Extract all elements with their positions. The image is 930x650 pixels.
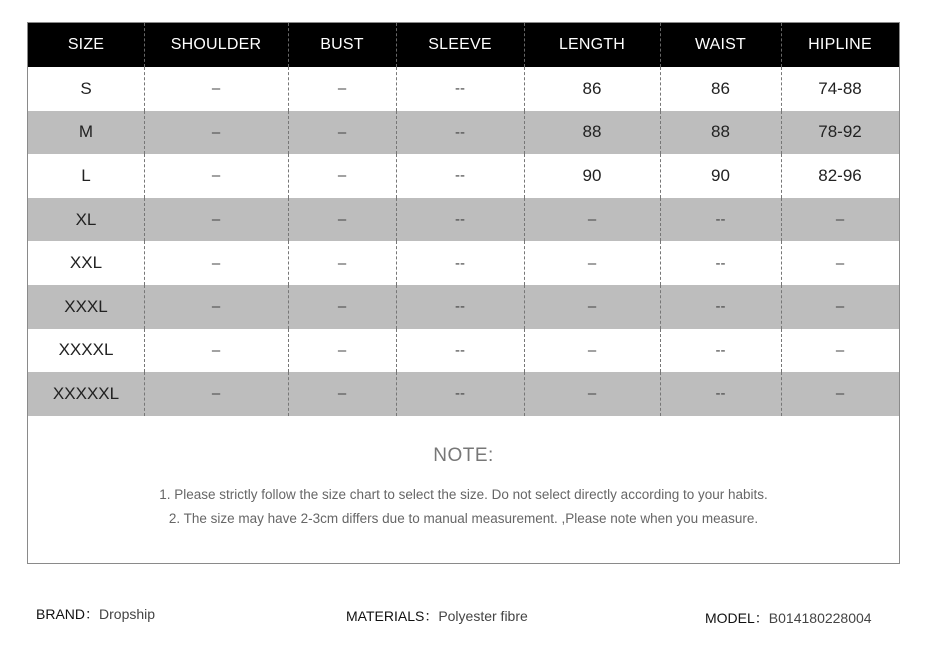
table-cell: – [144,111,288,155]
table-cell: – [288,285,396,329]
table-cell: -- [660,285,781,329]
table-cell: 88 [660,111,781,155]
note-section [28,418,899,565]
header-waist: WAIST [660,23,781,67]
model-value: B014180228004 [768,610,872,626]
brand-info [36,604,155,624]
table-cell: – [781,372,899,416]
table-cell: 74-88 [781,67,899,111]
note-title: NOTE: [433,445,494,466]
table-cell: – [288,329,396,373]
table-cell: – [144,154,288,198]
table-row [28,372,899,416]
table-cell: -- [396,285,524,329]
table-row [28,241,899,285]
table-cell: – [144,67,288,111]
table-cell: S [80,78,92,98]
note-line-1: 1. Please strictly follow the size chart to select the size. Do not select directly according to your habits. [159,487,768,502]
table-cell: 86 [524,67,660,111]
table-cell: XXXXL [58,340,114,360]
table-cell: -- [396,154,524,198]
table-cell: 90 [660,154,781,198]
table-cell: – [781,241,899,285]
table-cell: -- [396,329,524,373]
table-cell: -- [660,329,781,373]
table-row [28,154,899,198]
table-row [28,111,899,155]
table-cell: – [144,329,288,373]
table-cell: L [81,165,91,185]
header-sleeve: SLEEVE [396,23,524,67]
table-cell: – [781,285,899,329]
materials-info [346,606,528,626]
header-size: SIZE [67,36,105,53]
table-cell: -- [396,198,524,242]
table-cell: -- [660,198,781,242]
table-cell: -- [660,241,781,285]
table-cell: XL [75,209,97,229]
table-cell: -- [396,111,524,155]
table-cell: – [524,372,660,416]
table-cell: 88 [524,111,660,155]
table-cell: -- [396,241,524,285]
table-cell: XXXXXL [52,383,120,403]
table-cell: 82-96 [781,154,899,198]
table-cell: 78-92 [781,111,899,155]
table-cell: 86 [660,67,781,111]
table-cell: 90 [524,154,660,198]
table-cell: – [524,285,660,329]
table-cell: – [524,329,660,373]
header-shoulder: SHOULDER [144,23,288,67]
table-cell: – [288,154,396,198]
header-bust: BUST [288,23,396,67]
table-cell: – [288,241,396,285]
header-length: LENGTH [524,23,660,67]
brand-label: BRAND： [36,606,100,622]
header-hipline: HIPLINE [781,23,899,67]
table-cell: – [781,329,899,373]
table-row [28,329,899,373]
table-cell: -- [396,67,524,111]
table-cell: – [288,111,396,155]
table-header-row [28,23,899,67]
table-body [28,67,899,416]
model-info [705,608,872,628]
table-cell: – [524,241,660,285]
table-row [28,67,899,111]
table-cell: – [288,67,396,111]
brand-value: Dropship [99,606,156,622]
table-cell: – [144,241,288,285]
table-cell: -- [660,372,781,416]
table-row [28,198,899,242]
table-cell: – [144,198,288,242]
table-cell: – [288,372,396,416]
size-chart [27,22,900,564]
table-cell: M [78,122,94,142]
table-cell: – [524,198,660,242]
note-line-2: 2. The size may have 2-3cm differs due to manual measurement. ,Please note when you measure. [168,511,759,526]
table-cell: -- [396,372,524,416]
table-row [28,285,899,329]
table-cell: – [288,198,396,242]
table-cell: – [144,372,288,416]
materials-label: MATERIALS： [346,608,439,624]
table-cell: – [781,198,899,242]
table-cell: XXXL [64,296,108,316]
model-label: MODEL： [705,610,769,626]
table-cell: – [144,285,288,329]
materials-value: Polyester fibre [438,608,528,624]
table-cell: XXL [69,253,103,273]
